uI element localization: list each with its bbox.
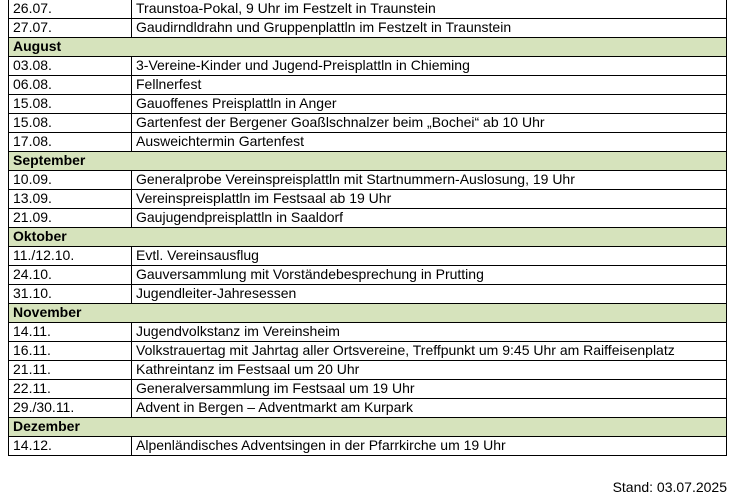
event-date: 11./12.10.: [9, 247, 132, 266]
event-description: Vereinspreisplattln im Festsaal ab 19 Uhr: [132, 190, 727, 209]
event-date: 29./30.11.: [9, 399, 132, 418]
event-description: Gaudirndldrahn und Gruppenplattln im Festzelt in Traunstein: [132, 19, 727, 38]
event-description: Traunstoa-Pokal, 9 Uhr im Festzelt in Traunstein: [132, 0, 727, 19]
table-row: [9, 209, 727, 228]
event-date: 16.11.: [9, 342, 132, 361]
table-row: [9, 399, 727, 418]
table-row: [9, 247, 727, 266]
table-row: [9, 380, 727, 399]
table-row: [9, 437, 727, 456]
table-row: [9, 76, 727, 95]
month-header-row: [9, 304, 727, 323]
event-description: Advent in Bergen – Adventmarkt am Kurpark: [132, 399, 727, 418]
event-date: 06.08.: [9, 76, 132, 95]
event-schedule-body: [9, 0, 727, 456]
event-date: 13.09.: [9, 190, 132, 209]
event-description: Gaujugendpreisplattln in Saaldorf: [132, 209, 727, 228]
table-row: [9, 19, 727, 38]
table-row: [9, 285, 727, 304]
event-date: 24.10.: [9, 266, 132, 285]
event-date: 14.12.: [9, 437, 132, 456]
table-row: [9, 114, 727, 133]
table-row: [9, 342, 727, 361]
month-header: August: [9, 38, 727, 57]
month-header-row: [9, 418, 727, 437]
event-description: Volkstrauertag mit Jahrtag aller Ortsvereine, Treffpunkt um 9:45 Uhr am Raiffeisenplatz: [132, 342, 727, 361]
event-date: 10.09.: [9, 171, 132, 190]
month-header-row: [9, 228, 727, 247]
event-date: 03.08.: [9, 57, 132, 76]
event-description: Gartenfest der Bergener Goaßlschnalzer beim „Bochei“ ab 10 Uhr: [132, 114, 727, 133]
table-row: [9, 133, 727, 152]
table-row: [9, 361, 727, 380]
event-date: 26.07.: [9, 0, 132, 19]
event-date: 27.07.: [9, 19, 132, 38]
event-date: 21.11.: [9, 361, 132, 380]
event-date: 31.10.: [9, 285, 132, 304]
event-schedule-table: [8, 0, 727, 456]
event-description: Fellnerfest: [132, 76, 727, 95]
event-description: Generalprobe Vereinspreisplattln mit Startnummern-Auslosung, 19 Uhr: [132, 171, 727, 190]
event-date: 17.08.: [9, 133, 132, 152]
event-description: Gauoffenes Preisplattln in Anger: [132, 95, 727, 114]
table-row: [9, 323, 727, 342]
table-row: [9, 190, 727, 209]
event-description: 3-Vereine-Kinder und Jugend-Preisplattln in Chieming: [132, 57, 727, 76]
month-header: Oktober: [9, 228, 727, 247]
event-date: 15.08.: [9, 95, 132, 114]
table-row: [9, 266, 727, 285]
event-date: 22.11.: [9, 380, 132, 399]
month-header: November: [9, 304, 727, 323]
event-description: Gauversammlung mit Vorständebesprechung in Prutting: [132, 266, 727, 285]
table-row: [9, 0, 727, 19]
event-description: Ausweichtermin Gartenfest: [132, 133, 727, 152]
event-description: Jugendleiter-Jahresessen: [132, 285, 727, 304]
event-date: 15.08.: [9, 114, 132, 133]
table-row: [9, 171, 727, 190]
event-date: 14.11.: [9, 323, 132, 342]
event-description: Alpenländisches Adventsingen in der Pfarrkirche um 19 Uhr: [132, 437, 727, 456]
event-description: Evtl. Vereinsausflug: [132, 247, 727, 266]
last-updated-label: Stand: 03.07.2025: [612, 479, 727, 495]
event-date: 21.09.: [9, 209, 132, 228]
month-header-row: [9, 152, 727, 171]
event-description: Jugendvolkstanz im Vereinsheim: [132, 323, 727, 342]
table-row: [9, 57, 727, 76]
event-description: Kathreintanz im Festsaal um 20 Uhr: [132, 361, 727, 380]
month-header-row: [9, 38, 727, 57]
month-header: Dezember: [9, 418, 727, 437]
month-header: September: [9, 152, 727, 171]
table-row: [9, 95, 727, 114]
event-description: Generalversammlung im Festsaal um 19 Uhr: [132, 380, 727, 399]
